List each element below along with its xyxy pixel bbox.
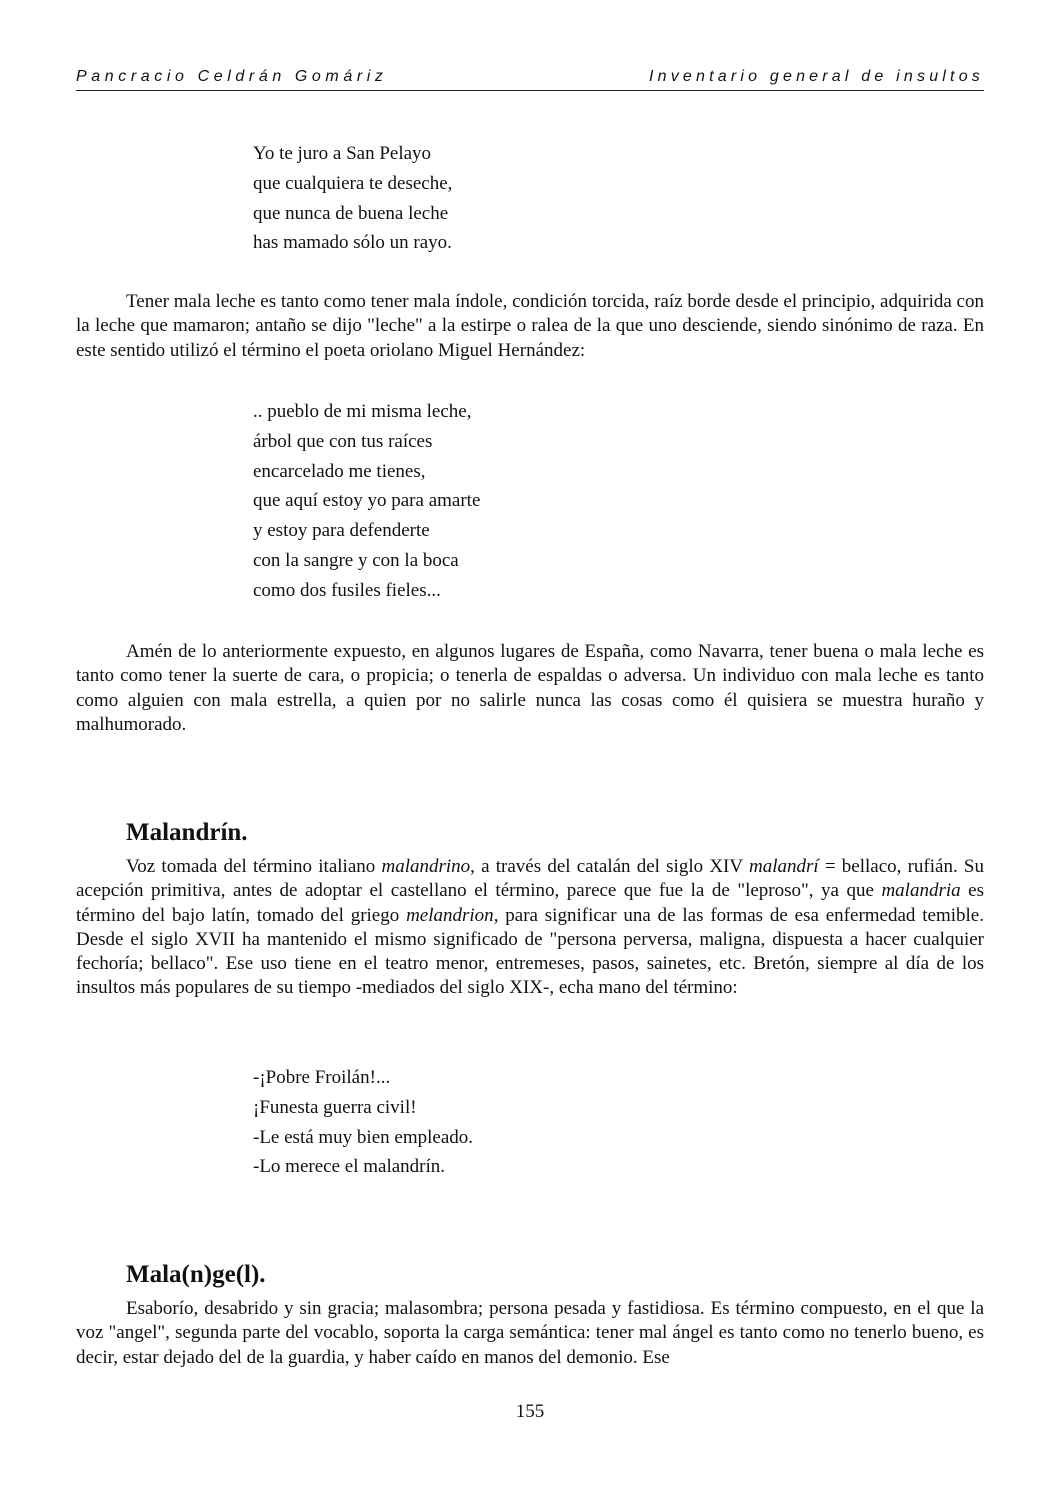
- paragraph-malandrin: [76, 855, 984, 1001]
- verse-line: y estoy para defenderte: [253, 520, 430, 542]
- verse-line: .. pueblo de mi misma leche,: [253, 401, 472, 422]
- verse-line: -Lo merece el malandrín.: [253, 1156, 446, 1178]
- italic-term: melandrion: [406, 904, 494, 926]
- paragraph-malangel: Esaborío, desabrido y sin gracia; malasombra; persona pesada y fastidiosa. Es término compuesto, en el que la voz "angel", segunda parte del vocablo, soporta la carga semántica: tener mal ángel es tanto como no tenerlo bueno, es decir, estar dejado del de la guardia, y haber caído en manos del demonio. Ese: [76, 1298, 984, 1368]
- verse-line: que nunca de buena leche: [253, 202, 449, 224]
- paragraph-suerte: Amén de lo anteriormente expuesto, en algunos lugares de España, como Navarra, tener buena o mala leche es tanto como tener la suerte de cara, o propicia; o tenerla de espaldas o adversa. Un individuo con mala leche es tanto como alguien con mala estrella, a quien por no salirle nunca las cosas como él quisiera se muestra huraño y malhumorado.: [76, 641, 984, 735]
- entry-title-malangel: Mala(n)ge(l).: [126, 1261, 266, 1288]
- verse-line: -¡Pobre Froilán!...: [253, 1067, 391, 1088]
- verse-line: has mamado sólo un rayo.: [253, 232, 452, 254]
- verse-line: con la sangre y con la boca: [253, 549, 459, 571]
- verse-line: que cualquiera te deseche,: [253, 172, 453, 194]
- verse-line: ¡Funesta guerra civil!: [253, 1096, 417, 1118]
- header-book-title: Inventario general de insultos: [648, 68, 984, 85]
- paragraph-mala-leche: Tener mala leche es tanto como tener mala índole, condición torcida, raíz borde desde el principio, adquirida con la leche que mamaron; antaño se dijo "leche" a la estirpe o ralea de la que uno desciende, siendo sinónimo de raza. En este sentido utilizó el término el poeta oriolano Miguel Hernández:: [76, 291, 984, 361]
- text-run: , para significar una de las formas de esa enfermedad temible. Desde el siglo XVII ha mantenido el mismo significado de "persona perversa, maligna, dispuesta a hacer cualquier fechoría; bellaco". Ese uso tiene en el teatro menor, entremeses, pasos, sainetes, etc. Bretón, siempre al día de los insultos más populares de su tiempo -mediados del siglo XIX-, echa mano del término:: [76, 904, 984, 999]
- text-run: es término del bajo latín, tomado del griego: [76, 880, 984, 926]
- verse-line: como dos fusiles fieles...: [253, 579, 441, 601]
- running-header: [76, 66, 984, 91]
- verse-line: encarcelado me tienes,: [253, 460, 426, 482]
- page-number: 155: [515, 1401, 545, 1422]
- entry-title-malandrin: Malandrín.: [126, 819, 248, 846]
- text-run: , a través del catalán del siglo XIV: [470, 856, 749, 877]
- verse-block-1: [253, 139, 452, 258]
- text-run: Voz tomada del término italiano: [126, 856, 382, 877]
- verse-line: -Le está muy bien empleado.: [253, 1126, 474, 1148]
- verse-block-2: [253, 397, 480, 606]
- verse-block-3: [253, 1063, 473, 1182]
- verse-line: árbol que con tus raíces: [253, 430, 433, 452]
- italic-term: malandria: [881, 880, 961, 902]
- text-run: = bellaco, rufián. Su acepción primitiva, antes de adoptar el castellano el término, parece que fue la de "leproso", ya que: [76, 856, 984, 902]
- italic-term: malandrí: [748, 856, 819, 877]
- verse-line: Yo te juro a San Pelayo: [253, 143, 432, 164]
- verse-line: que aquí estoy yo para amarte: [253, 490, 481, 512]
- header-author: Pancracio Celdrán Gomáriz: [76, 68, 388, 85]
- italic-term: malandrino: [381, 856, 471, 877]
